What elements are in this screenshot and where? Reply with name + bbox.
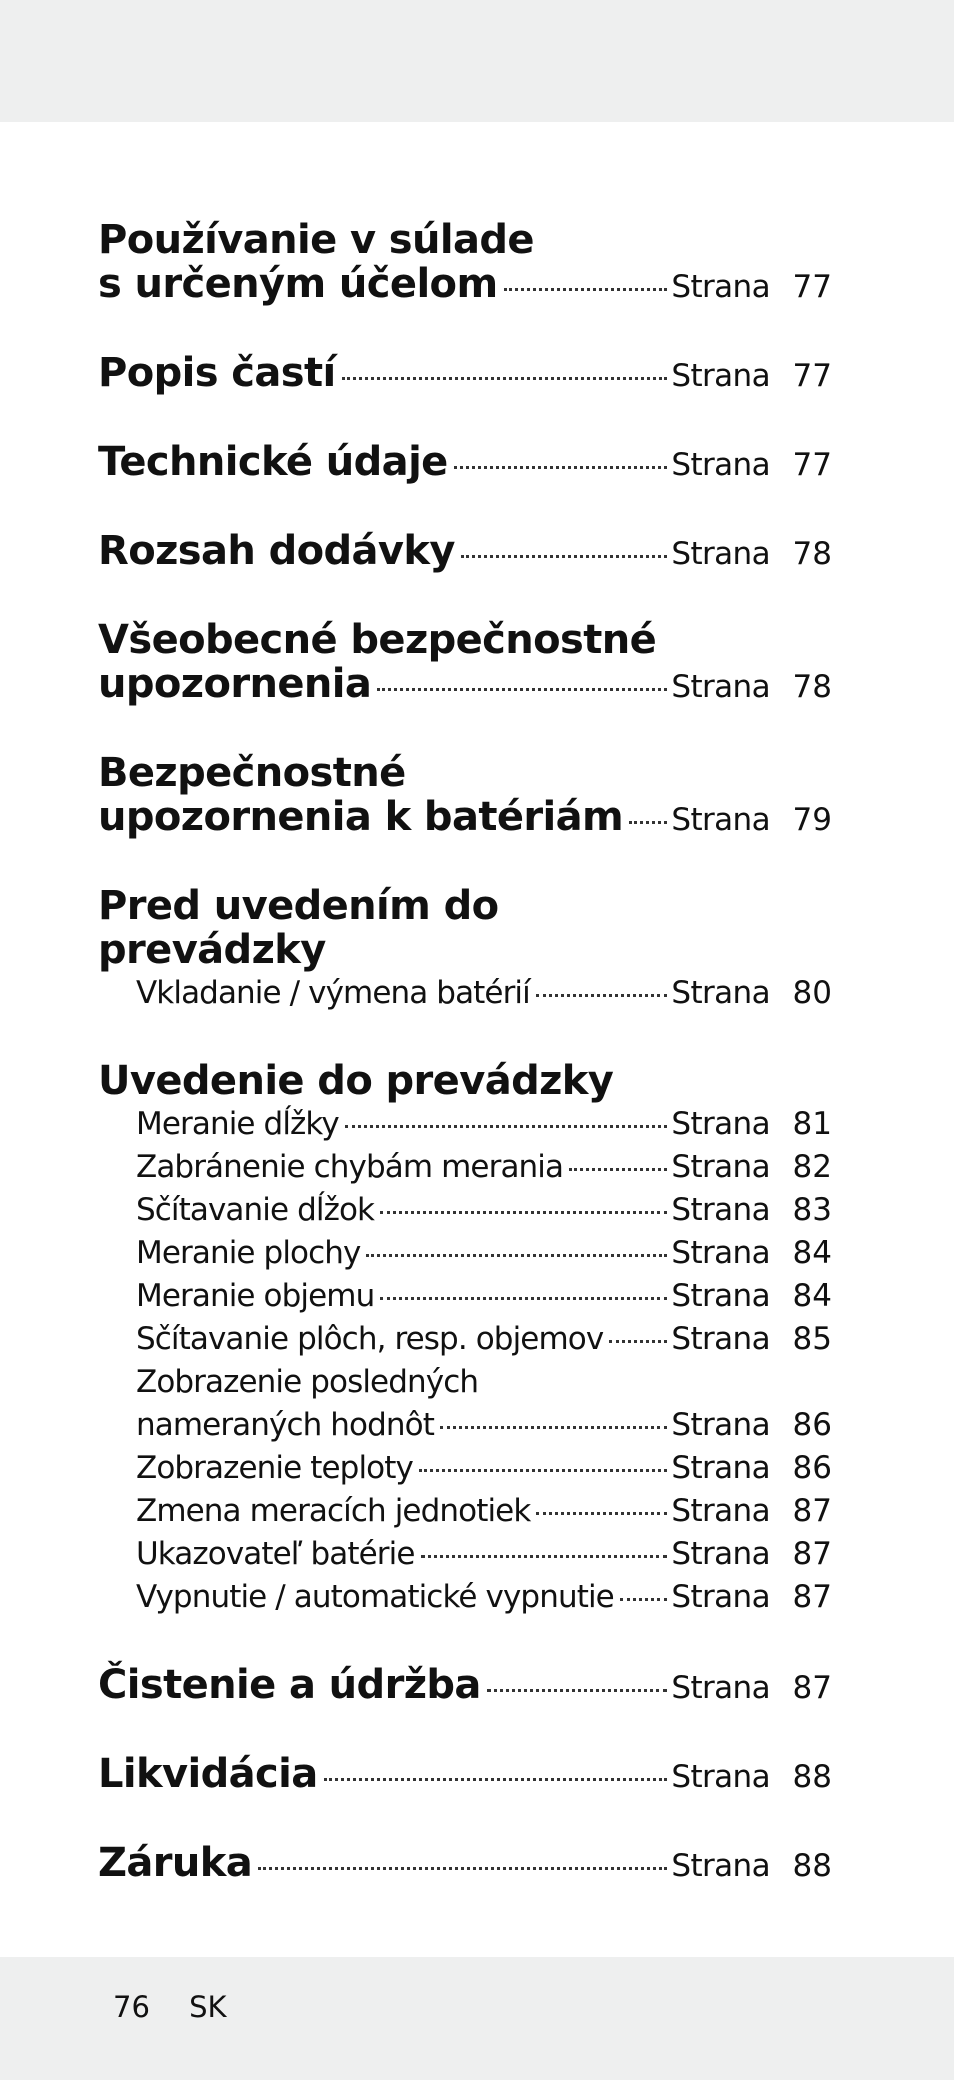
toc-subentry-line: Zobrazenie posledných (136, 1364, 479, 1400)
toc-subentry[interactable] (98, 1490, 832, 1533)
page-number: 79 (792, 802, 832, 838)
strana-label: Strana (671, 669, 770, 705)
page-number: 88 (792, 1848, 832, 1884)
toc-heading-line: Uvedenie do prevádzky (98, 1058, 614, 1104)
toc-heading-line: Používanie v súlade (98, 217, 534, 263)
strana-label: Strana (671, 1670, 770, 1706)
page-number: 88 (792, 1759, 832, 1795)
toc-entry-label: Čistenie a údržba (98, 1662, 481, 1708)
spacer (98, 1015, 832, 1059)
spacer (98, 309, 832, 351)
toc-entry-label: Rozsah dodávky (98, 528, 455, 574)
dot-leader (454, 466, 668, 469)
spacer (98, 842, 832, 884)
strana-label: Strana (671, 269, 770, 305)
toc-subentry[interactable] (98, 1447, 832, 1490)
toc-subentry-battery-insert[interactable] (98, 972, 832, 1015)
page-number: 86 (792, 1407, 832, 1443)
toc-subentry[interactable] (98, 1146, 832, 1189)
toc-entry-intended-use[interactable] (98, 262, 832, 309)
toc-entry-cleaning[interactable] (98, 1663, 832, 1710)
dot-leader (380, 1211, 667, 1214)
toc-entry-technical-data[interactable] (98, 440, 832, 487)
spacer (98, 398, 832, 440)
toc-entry-label: upozornenia (98, 661, 372, 707)
dot-leader (366, 1254, 667, 1257)
strana-label: Strana (671, 802, 770, 838)
toc-subentry-label: Zmena meracích jednotiek (136, 1493, 531, 1529)
page-number: 78 (792, 669, 832, 705)
toc-subentry-label: Vypnutie / automatické vypnutie (136, 1579, 614, 1615)
strana-label: Strana (671, 1848, 770, 1884)
toc-entry-label: Likvidácia (98, 1751, 318, 1797)
toc-subentry[interactable] (98, 1404, 832, 1447)
page-number: 85 (792, 1321, 832, 1357)
top-margin-band (0, 0, 954, 122)
strana-label: Strana (671, 1579, 770, 1615)
toc-entry-disposal[interactable] (98, 1752, 832, 1799)
page-number: 81 (792, 1106, 832, 1142)
toc-entry-general-safety[interactable] (98, 662, 832, 709)
dot-leader (461, 555, 668, 558)
spacer (98, 1710, 832, 1752)
toc-subentry-label: Ukazovateľ batérie (136, 1536, 415, 1572)
strana-label: Strana (671, 1536, 770, 1572)
toc-entry-scope-of-delivery[interactable] (98, 529, 832, 576)
strana-label: Strana (671, 358, 770, 394)
page-number: 86 (792, 1450, 832, 1486)
page-number: 77 (792, 358, 832, 394)
strana-label: Strana (671, 1106, 770, 1142)
dot-leader (609, 1340, 667, 1343)
strana-label: Strana (671, 1235, 770, 1271)
footer-page-number: 76 (113, 1990, 150, 2024)
toc-subentry[interactable] (98, 1232, 832, 1275)
toc-entry-parts-description[interactable] (98, 351, 832, 398)
toc-subentry-label: Meranie objemu (136, 1278, 375, 1314)
page-number: 82 (792, 1149, 832, 1185)
toc-subentry-label: Meranie dĺžky (136, 1106, 339, 1142)
spacer (98, 1799, 832, 1841)
dot-leader (536, 994, 668, 997)
toc-heading-line: Všeobecné bezpečnostné (98, 617, 657, 663)
toc-subentry[interactable] (98, 1103, 832, 1146)
page-footer (113, 1990, 227, 2024)
toc-heading-line: Pred uvedením do (98, 883, 499, 929)
toc-entry-warranty[interactable] (98, 1841, 832, 1888)
dot-leader (380, 1297, 667, 1300)
toc-entry-battery-safety[interactable] (98, 795, 832, 842)
toc-subentry[interactable] (98, 1576, 832, 1619)
strana-label: Strana (671, 1321, 770, 1357)
page-number: 87 (792, 1579, 832, 1615)
dot-leader (620, 1598, 668, 1601)
toc-entry-label: Záruka (98, 1840, 253, 1886)
toc-heading-line: Bezpečnostné (98, 750, 406, 796)
page-number: 77 (792, 447, 832, 483)
table-of-contents (98, 218, 832, 1888)
toc-subentry[interactable] (98, 1275, 832, 1318)
dot-leader (421, 1555, 668, 1558)
page-number: 80 (792, 975, 832, 1011)
toc-subentry-label: nameraných hodnôt (136, 1407, 434, 1443)
toc-subentry-label: Meranie plochy (136, 1235, 361, 1271)
dot-leader (487, 1689, 668, 1692)
toc-subentry-label: Sčítavanie plôch, resp. objemov (136, 1321, 604, 1357)
dot-leader (569, 1168, 667, 1171)
dot-leader (324, 1778, 668, 1781)
spacer (98, 487, 832, 529)
strana-label: Strana (671, 1278, 770, 1314)
strana-label: Strana (671, 1493, 770, 1529)
page-number: 87 (792, 1536, 832, 1572)
toc-entry-label: Technické údaje (98, 439, 448, 485)
spacer (98, 1619, 832, 1663)
page-number: 77 (792, 269, 832, 305)
strana-label: Strana (671, 1759, 770, 1795)
strana-label: Strana (671, 1149, 770, 1185)
strana-label: Strana (671, 975, 770, 1011)
dot-leader (345, 1125, 668, 1128)
toc-entry-label: upozornenia k batériám (98, 794, 624, 840)
page-number: 84 (792, 1235, 832, 1271)
strana-label: Strana (671, 447, 770, 483)
page-number: 83 (792, 1192, 832, 1228)
dot-leader (377, 688, 667, 691)
footer-language-code: SK (189, 1990, 227, 2024)
spacer (98, 576, 832, 618)
toc-subentry[interactable] (98, 1318, 832, 1361)
toc-entry-label: s určeným účelom (98, 261, 498, 307)
toc-subentry[interactable] (98, 1533, 832, 1576)
page-number: 78 (792, 536, 832, 572)
strana-label: Strana (671, 1450, 770, 1486)
page-number: 87 (792, 1493, 832, 1529)
dot-leader (440, 1426, 667, 1429)
toc-entry-label: Popis častí (98, 350, 336, 396)
dot-leader (258, 1867, 667, 1870)
spacer (98, 709, 832, 751)
dot-leader (342, 377, 668, 380)
dot-leader (419, 1469, 667, 1472)
page-number: 84 (792, 1278, 832, 1314)
toc-heading-line: prevádzky (98, 927, 326, 973)
strana-label: Strana (671, 1407, 770, 1443)
toc-subentry-label: Vkladanie / výmena batérií (136, 975, 530, 1011)
toc-subentry-label: Zabránenie chybám merania (136, 1149, 564, 1185)
toc-subentry-label: Zobrazenie teploty (136, 1450, 413, 1486)
toc-subentry-label: Sčítavanie dĺžok (136, 1192, 375, 1228)
dot-leader (629, 821, 667, 824)
toc-subentry[interactable] (98, 1189, 832, 1232)
dot-leader (536, 1512, 667, 1515)
dot-leader (504, 288, 668, 291)
strana-label: Strana (671, 1192, 770, 1228)
strana-label: Strana (671, 536, 770, 572)
page-number: 87 (792, 1670, 832, 1706)
